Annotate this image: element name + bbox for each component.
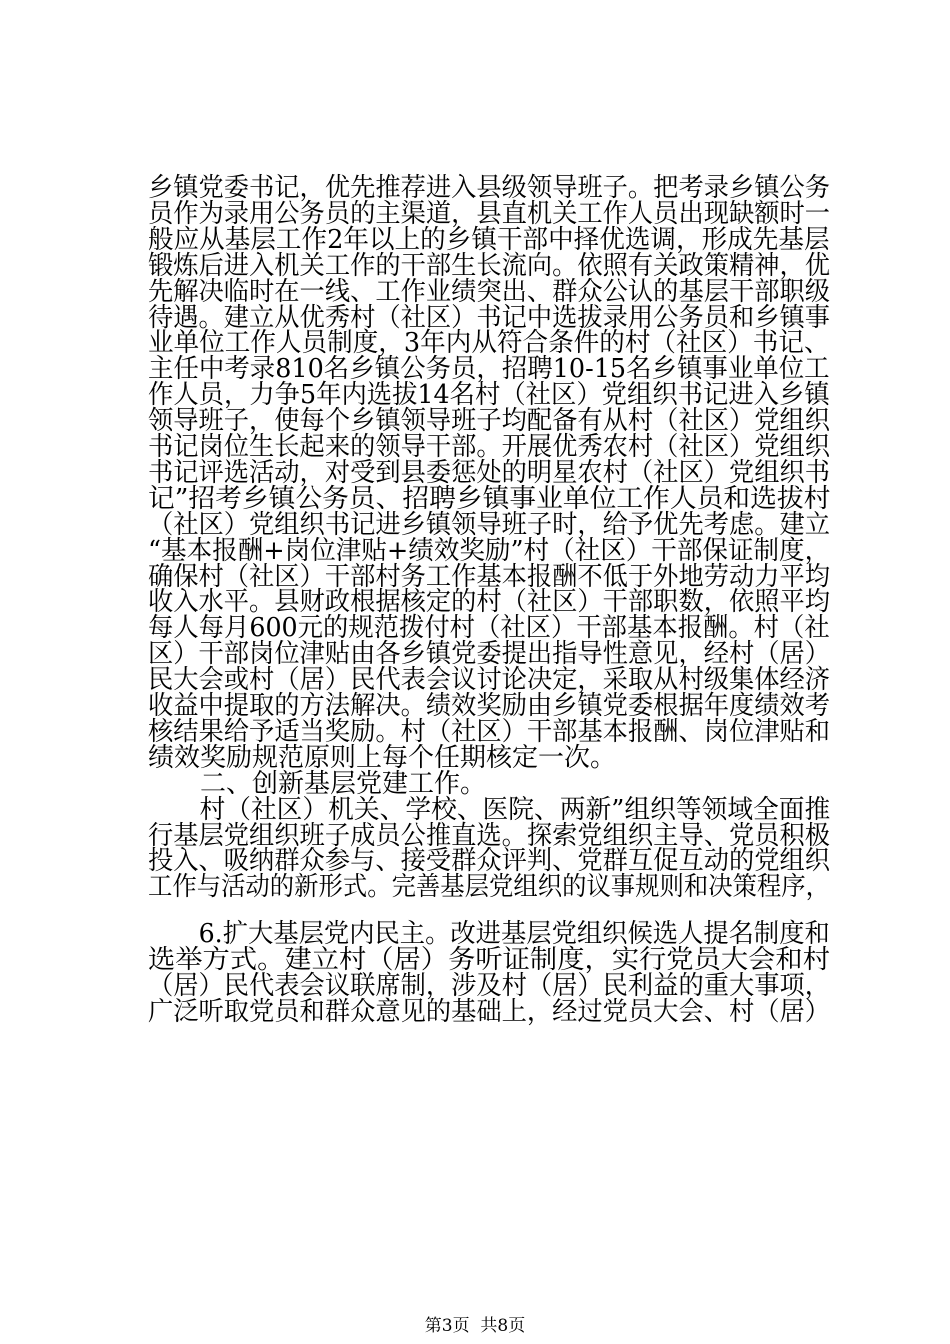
text-line: （社区）党组织书记进乡镇领导班子时，给予优先考虑。建立: [148, 510, 831, 540]
text-line: 区）干部岗位津贴由各乡镇党委提出指导性意见，经村（居）: [148, 639, 831, 669]
text-line: 民大会或村（居）民代表会议讨论决定，采取从村级集体经济: [148, 665, 831, 695]
text-line: 收益中提取的方法解决。绩效奖励由乡镇党委根据年度绩效考: [148, 691, 831, 721]
text-line: （居）民代表会议联席制，涉及村（居）民利益的重大事项，: [148, 971, 831, 1001]
text-line: 业单位工作人员制度，3年内从符合条件的村（社区）书记、: [148, 328, 830, 358]
text-line: 作人员，力争5年内选拔14名村（社区）党组织书记进入乡镇: [148, 380, 830, 410]
text-line: 待遇。建立从优秀村（社区）书记中选拔录用公务员和乡镇事: [148, 303, 831, 333]
text-line: 书记评选活动，对受到县委惩处的明星农村（社区）党组织书: [148, 458, 831, 488]
text-line: 每人每月600元的规范拨付村（社区）干部基本报酬。村（社: [148, 613, 830, 643]
text-line: 核结果给予适当奖励。村（社区）干部基本报酬、岗位津贴和: [148, 717, 831, 747]
text-line: 绩效奖励规范原则上每个任期核定一次。: [148, 743, 617, 773]
section-heading: 二、创新基层党建工作。: [148, 769, 487, 799]
text-line: 广泛听取党员和群众意见的基础上，经过党员大会、村（居）: [148, 997, 831, 1027]
text-line: 工作与活动的新形式。完善基层党组织的议事规则和决策程序，: [148, 872, 831, 902]
text-line: 6.扩大基层党内民主。改进基层党组织候选人提名制度和: [148, 919, 830, 949]
text-line: 书记岗位生长起来的领导干部。开展优秀农村（社区）党组织: [148, 432, 831, 462]
text-line: 确保村（社区）干部村务工作基本报酬不低于外地劳动力平均: [148, 562, 831, 592]
text-line: 选举方式。建立村（居）务听证制度，实行党员大会和村: [148, 945, 830, 975]
text-line: 行基层党组织班子成员公推直选。探索党组织主导、党员积极: [148, 821, 831, 851]
text-line: “基本报酬+岗位津贴+绩效奖励”村（社区）干部保证制度，: [148, 536, 831, 566]
text-line: 锻炼后进入机关工作的干部生长流向。依照有关政策精神，优: [148, 251, 831, 281]
text-line: 先解决临时在一线、工作业绩突出、群众公认的基层干部职级: [148, 277, 831, 307]
text-line: 乡镇党委书记，优先推荐进入县级领导班子。把考录乡镇公务: [148, 173, 831, 203]
text-line: 般应从基层工作2年以上的乡镇干部中择优选调，形成先基层: [148, 225, 830, 255]
text-line: 投入、吸纳群众参与、接受群众评判、党群互促互动的党组织: [148, 846, 831, 876]
text-line: 主任中考录810名乡镇公务员，招聘10-15名乡镇事业单位工: [148, 354, 830, 384]
text-line: 村（社区）机关、学校、医院、两新”组织等领域全面推: [148, 795, 831, 825]
text-line: 员作为录用公务员的主渠道，县直机关工作人员出现缺额时一: [148, 199, 831, 229]
page-footer: 第3页 共8页: [424, 1316, 526, 1336]
text-line: 记”招考乡镇公务员、招聘乡镇事业单位工作人员和选拔村: [148, 484, 831, 514]
text-line: 收入水平。县财政根据核定的村（社区）干部职数，依照平均: [148, 587, 831, 617]
text-line: 领导班子，使每个乡镇领导班子均配备有从村（社区）党组织: [148, 406, 831, 436]
